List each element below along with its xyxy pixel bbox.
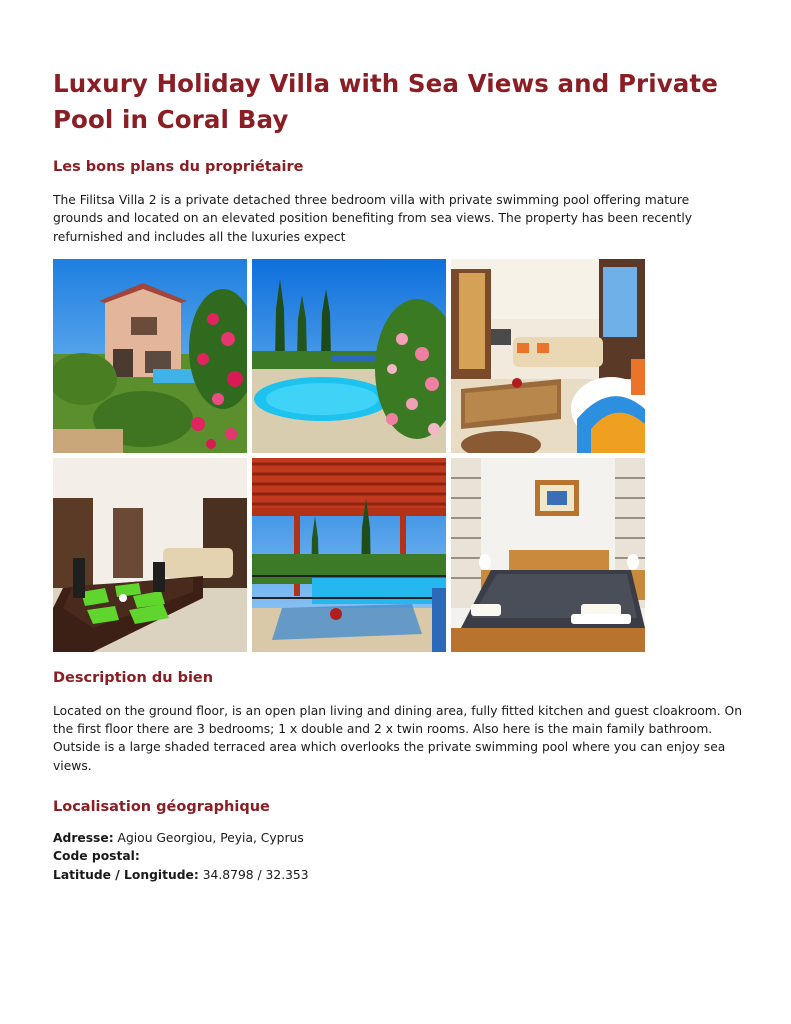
address-row	[53, 829, 743, 847]
address-value: Agiou Georgiou, Peyia, Cyprus	[117, 831, 304, 846]
property-description-heading: Description du bien	[53, 669, 214, 686]
photo-bedroom	[451, 458, 645, 652]
page-title: Luxury Holiday Villa with Sea Views and Private Pool in Coral Bay	[53, 69, 718, 134]
photo-living-room	[451, 259, 645, 453]
lat-long-row	[53, 866, 743, 884]
photo-pool-garden	[252, 259, 446, 453]
postal-code-label: Code postal:	[53, 849, 140, 864]
location-heading: Localisation géographique	[53, 799, 270, 816]
postal-code-row	[53, 847, 743, 865]
photo-villa-exterior	[53, 259, 247, 453]
description-paragraph: Located on the ground floor, is an open plan living and dining area, fully fitted kitchen and guest cloakroom. On the first floor there are 3 bedrooms; 1 x double and 2 x twin rooms. Also here is the main family bathroom. Outside is a large shaded terraced area which overlooks the private swimming pool where you can enjoy sea views.	[53, 703, 743, 773]
owner-tips-heading: Les bons plans du propriétaire	[53, 159, 304, 175]
lat-long-label: Latitude / Longitude:	[53, 867, 199, 882]
photo-gallery	[53, 259, 645, 652]
photo-dining-area	[53, 458, 247, 652]
lat-long-value: 34.8798 / 32.353	[202, 867, 309, 882]
photo-pergola-terrace	[252, 458, 446, 652]
location-details	[53, 829, 743, 884]
document-page	[53, 66, 743, 884]
address-label: Adresse:	[53, 831, 114, 846]
intro-paragraph: The Filitsa Villa 2 is a private detached three bedroom villa with private swimming pool offering mature grounds and located on an elevated position benefiting from sea views. The property has been recently refurnished and includes all the luxuries expect	[53, 193, 693, 244]
